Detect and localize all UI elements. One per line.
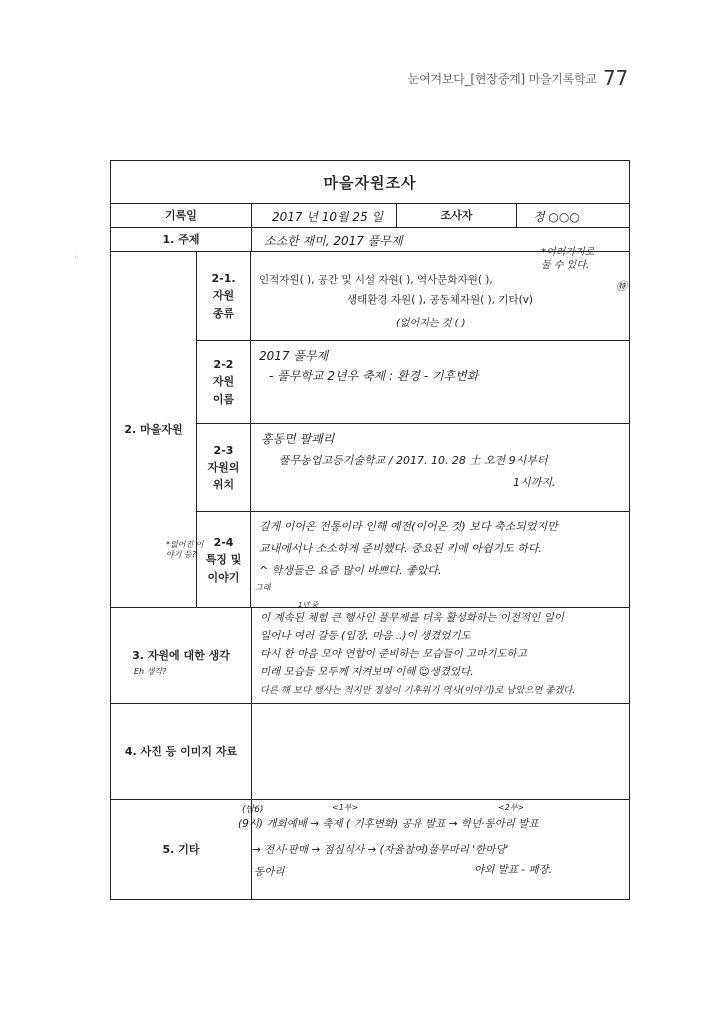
etc-line-4: 야외 발표 - 폐장.	[474, 864, 552, 876]
page-number: 77	[602, 66, 628, 90]
row-thoughts	[111, 601, 629, 703]
topic-value: 소소한 재미, 2017 풀무제	[264, 234, 403, 248]
etc-line-1: (9시) 개회예배 → 축제 ( 기후변화) 공유 발표 → 학년·동아리 발표	[238, 818, 539, 830]
section-title: 눈여겨보다_[현장중계] 마을기록학교	[407, 72, 597, 86]
thoughts-line-4: 미래 모습들 모두께 지켜보며 이해 ☺생겼었다.	[260, 666, 474, 678]
resource-type-line-1: 인적자원( ), 공간 및 시설 자원( ), 역사문화자원( ),	[259, 274, 493, 286]
resource-location-cell	[250, 424, 629, 511]
etc-cell	[238, 800, 629, 899]
row-resource-name	[197, 340, 629, 423]
village-resources-subtable	[196, 247, 629, 607]
topic-label: 1. 주제	[162, 232, 200, 246]
thoughts-cell	[251, 601, 629, 703]
resource-type-line-2: 생태환경 자원( ), 공동체자원( ), 기타(v)	[347, 294, 534, 306]
resource-story-line-2: 교내에서나 소소하게 준비했다. 중요된 키에 아쉽기도 하다.	[259, 542, 542, 555]
surveyor-value: 정 ○○○	[533, 210, 580, 224]
resource-type-note: (없어지는 것 ( )	[396, 318, 466, 329]
thoughts-line-1: 이 계속된 체험 큰 행사인 풀무제를 더욱 활성화하는 이전적인 일이	[260, 612, 564, 624]
resource-story-line-3: ^ 학생들은 요즘 많이 바쁘다. 좋았다.	[259, 564, 442, 577]
row-record-date	[111, 203, 629, 227]
thoughts-line-5: 다른 해 보다 행사는 적지만 정성이 기후위기 역사(이야기)로 남았으면 좋겠다.	[260, 685, 576, 696]
images-cell	[251, 704, 629, 799]
circle-mark: ㊕	[616, 280, 627, 293]
resource-story-label: 2-4 특징 및 이야기	[205, 536, 242, 584]
record-date-label: 기록일	[165, 208, 197, 222]
row-resource-location	[197, 423, 629, 511]
row-etc	[111, 799, 629, 899]
resource-location-line-2: 풀무농업고등기술학교 / 2017. 10. 28 土 오전 9시부터	[279, 454, 548, 467]
resource-name-line-1: 2017 풀무제	[259, 349, 329, 363]
etc-line-1-note-b: <2부>	[498, 803, 525, 812]
resource-story-insert-note: 그래	[255, 583, 271, 592]
resource-name-label: 2-2 자원 이름	[212, 358, 235, 406]
thoughts-label: 3. 자원에 대한 생각	[132, 648, 230, 662]
etc-line-1-prefix: (밥6)	[242, 805, 264, 815]
resource-type-cell	[250, 247, 629, 340]
thoughts-insert-note: 1년 중	[298, 601, 319, 609]
resource-name-cell	[250, 341, 629, 423]
images-label: 4. 사진 등 이미지 자료	[124, 744, 238, 758]
resource-type-label: 2-1. 자원 종류	[211, 272, 236, 320]
etc-line-3: 동아리	[254, 866, 285, 878]
resource-location-line-1: 홍동면 팔괘리	[261, 432, 335, 446]
resource-type-corner-note: *여러가지로 둘 수 있다.	[541, 247, 595, 271]
resource-story-cell	[250, 512, 629, 608]
etc-line-2: → 전시·판매 → 점심식사 → (자율참여)풀무마리 '한마당'	[252, 844, 509, 856]
etc-line-1-note-a: <1부>	[332, 803, 359, 812]
thoughts-margin-note: Eh 생각?	[134, 667, 167, 676]
resource-story-line-1: 길게 이어온 전통이라 인해 예전(이어온 것) 보다 축소되었지만	[259, 520, 558, 533]
resource-location-label: 2-3 자원의 위치	[207, 443, 240, 492]
resource-survey-form	[110, 160, 630, 900]
page-header	[408, 66, 628, 90]
row-images	[111, 703, 629, 799]
thoughts-line-2: 일어나 여러 갈등 (입장, 마음 ..)이 생겼었기도	[260, 630, 471, 642]
village-resources-label: 2. 마을자원	[124, 422, 183, 436]
form-title: 마을자원조사	[323, 173, 417, 192]
row-resource-type	[197, 247, 629, 340]
scan-mark: ◦	[74, 253, 79, 262]
resource-location-line-3: 1시까지.	[513, 476, 556, 489]
surveyor-label: 조사자	[396, 204, 516, 227]
row-resource-story	[197, 511, 629, 608]
record-date-value: 2017 년 10월 25 일	[272, 210, 384, 224]
surveyor-value-cell	[516, 204, 629, 227]
etc-label: 5. 기타	[162, 842, 200, 856]
story-margin-note: *없어진 이야기 등?	[166, 540, 204, 559]
thoughts-line-3: 다시 한 마음 모아 연합이 준비하는 모습들이 고마기도하고	[260, 648, 527, 660]
resource-name-line-2: - 풀무학교 2년우 축제 : 환경 - 기후변화	[269, 369, 479, 383]
